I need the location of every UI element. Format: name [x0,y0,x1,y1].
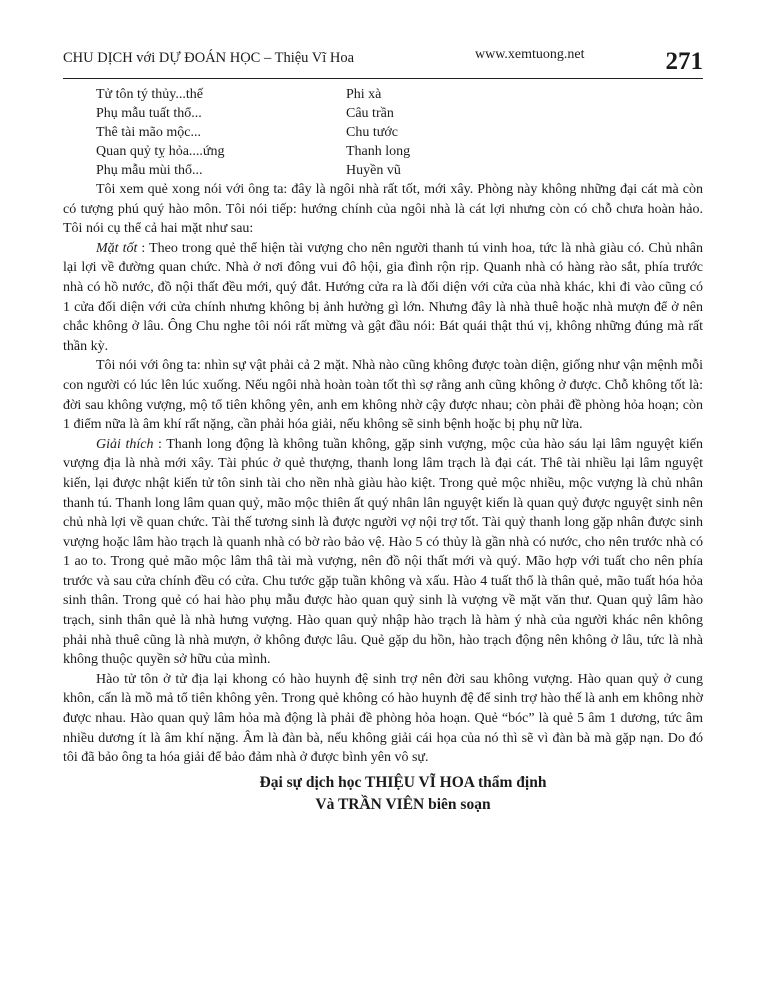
signature-line: Đại sự dịch học THIỆU VĨ HOA thẩm định [259,773,547,791]
table-row [96,123,703,142]
table-row [96,85,703,104]
table-row [96,142,703,161]
table-cell: Thê tài mão mộc... [96,125,201,140]
book-title: CHU DỊCH với DỰ ĐOÁN HỌC – Thiệu Vĩ Hoa [63,50,355,66]
paragraph [63,435,703,670]
paragraph: Hào tử tôn ở tử địa lại khong có hào huynh đệ sinh trợ nên đời sau không vượng. Hào quan quỷ ở cung khôn, cấn là mồ mả tổ tiên không yên. Trong quẻ không có hào huynh đệ để sinh trợ hào thế là anh em không nhờ được nhau. Hào quan quỷ lâm hỏa mà động là phải đề phòng hỏa hoạn. Quẻ “bóc” là quẻ 5 âm 1 dương, tức âm nhiều dương ít là âm khí nặng. Âm là đàn bà, nếu không giải cái họa của nó thì sẽ vì đàn bà mà gặp nạn. Do đó tôi đã bảo ông ta hóa giải để bảo đảm nhà ở được bình yên vô sự. [63,671,703,766]
page [63,40,703,816]
body-text [63,180,703,768]
table-cell: Thanh long [346,144,411,159]
table-cell: Quan quỷ tỵ hỏa....ứng [96,144,225,159]
paragraph [63,239,703,357]
paragraph-text: : Theo trong quẻ thể hiện tài vượng cho nên người thanh tú vinh hoa, tức là nhà giàu có. Chủ nhân lại lợi về đường quan chức. Nhà ở nơi đông vui đô hội, gia đình rộn rịp. Quanh nhà có hàng rào sắt, phía trước nhà có hồ nước, đồ nội thất đều mới, quý đắt. Hướng cửa ra là đối diện với cửa của nhà khác, khi đi vào cũng có 1 cửa đối diện với cửa chính nhưng không bị ảnh hưởng gì lớn. Nhưng đây là nhà thuê hoặc nhà mượn để ở nên chắc không ở lâu. Ông Chu nghe tôi nói rất mừng và gật đầu nói: Bát quái thật thú vị, không những đúng mà rất thần kỳ. [63,240,703,354]
table-cell: Câu trần [346,106,394,121]
paragraph-text: : Thanh long động là không tuần không, gặp sinh vượng, mộc của hào sáu lại lâm nguyệt kiến vượng địa là nhà mới xây. Tài phúc ở quẻ thượng, thanh long lâm trạch là đại cát. Thê tài nhiều lại lâm nguyệt kiến, lại được nhật kiến tử tôn sinh tài cho nền nhà giàu hào kiệt. Trong quẻ mộc nhiều, mộc vượng là chủ nhân thanh tú. Thanh long lâm quan quỷ, mão mộc thiên ất quý nhân lân nguyệt kiến là quan quỷ được nguyệt sinh nên chủ nhà lợi về quan chức. Tài thế tương sinh là được người vợ nội trợ tốt. Tài quỷ thanh long gặp nhân được sinh vượng hoặc lâm hào trạch là quanh nhà có bờ rào bảo vệ. Hào 5 có thủy là gần nhà có nước, cho nên trước nhà có 1 ao to. Trong quẻ mão mộc lâm thâ tài mà vượng, nên đồ nội thất mới và quý. Mão hợp với tuất cho nên phía trước và sau cửa chính đều có cửa. Chu tước gặp tuần không và xấu. Hào 4 tuất thổ là thân quẻ, mão tuất hóa hỏa sinh thân. Trong quẻ có hai hào phụ mẫu được hào quan quỷ sinh là vượng về mặt văn thư. Quan quỷ lâm hào trạch, sinh thân quẻ là nhà hưng vượng. Hào quan quỷ nhập hào trạch là hàm ý nhà của người khác nên không phải nhà thuê cũng là nhà mượn, ở không được lâu. Quẻ gặp du hồn, hào trạch động nên không ở lâu, tức là nhà không thuộc quyền sở hữu của mình. [63,436,703,668]
signature [103,772,703,816]
hexagram-table [96,85,703,180]
website-url: www.xemtuong.net [475,47,585,62]
paragraph-label: Mặt tốt [96,240,138,256]
signature-line: Và TRẦN VIÊN biên soạn [315,795,491,813]
page-number: 271 [665,48,703,75]
table-cell: Phụ mẫu tuất thổ... [96,106,202,121]
table-cell: Phụ mẫu mùi thổ... [96,163,203,178]
paragraph: Tôi nói với ông ta: nhìn sự vật phải cả 2 mặt. Nhà nào cũng không được toàn diện, giống như vận mệnh mỗi con người có lúc lên lúc xuống. Nếu ngôi nhà hoàn toàn tốt thì sợ rằng anh cũng không ở được. Chỗ không tốt là: đời sau không vượng, mộ tổ tiên không yên, anh em không nhờ cậy được nhau; còn phải đề phòng hỏa hoạn; còn 1 điểm nữa là âm khí rất nặng, cần phải hóa giải, nếu không sẽ sinh bệnh hoặc bị phụ nữ lừa. [63,358,703,433]
page-header [63,40,703,79]
table-cell: Huyền vũ [346,163,401,178]
table-row [96,161,703,180]
paragraph: Tôi xem quẻ xong nói với ông ta: đây là ngôi nhà rất tốt, mới xây. Phòng này không những đại cát mà còn có tượng phú quý hào môn. Tôi nói tiếp: hướng chính của ngôi nhà là cát lợi nhưng còn có chỗ chưa hoàn hảo. Tôi nói cụ thể cả hai mặt như sau: [63,182,703,237]
table-cell: Chu tước [346,125,398,140]
paragraph-label: Giải thích [96,436,154,452]
table-cell: Tử tôn tý thủy...thế [96,87,204,102]
table-cell: Phi xà [346,87,382,102]
table-row [96,104,703,123]
